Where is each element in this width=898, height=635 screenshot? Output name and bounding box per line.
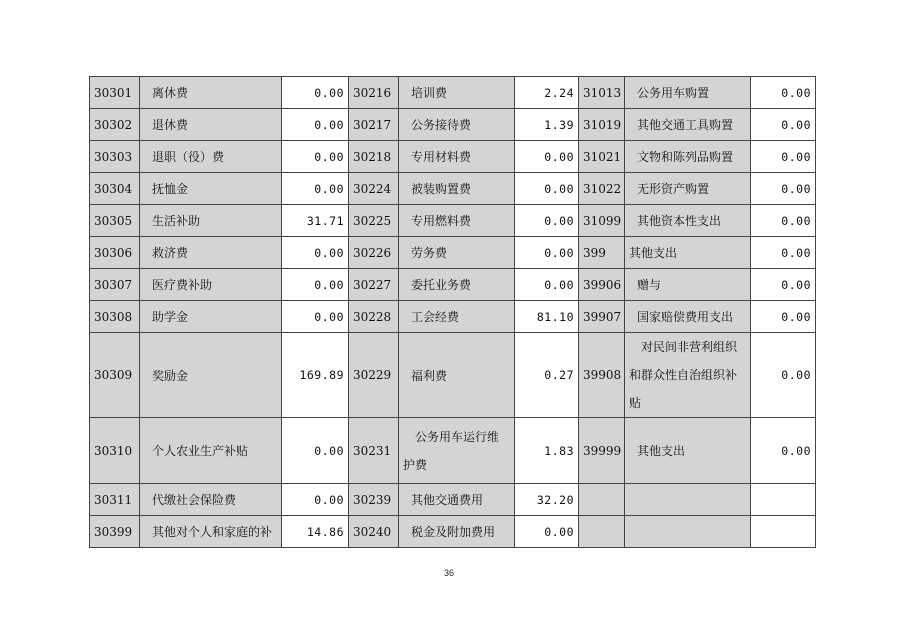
item-code: 30305 bbox=[90, 205, 140, 237]
item-code: 30306 bbox=[90, 237, 140, 269]
item-value: 0.00 bbox=[282, 237, 349, 269]
item-code: 30216 bbox=[349, 77, 399, 109]
item-code: 30228 bbox=[349, 301, 399, 333]
table-row bbox=[90, 173, 816, 205]
item-value: 0.00 bbox=[751, 269, 816, 301]
item-name: 奖励金 bbox=[140, 333, 282, 418]
item-name: 退休费 bbox=[140, 109, 282, 141]
item-name: 其他交通工具购置 bbox=[625, 109, 751, 141]
table-row bbox=[90, 77, 816, 109]
item-name: 离休费 bbox=[140, 77, 282, 109]
item-value: 0.00 bbox=[751, 418, 816, 484]
table-row bbox=[90, 516, 816, 548]
item-name: 赠与 bbox=[625, 269, 751, 301]
item-code: 31019 bbox=[579, 109, 625, 141]
item-value: 14.86 bbox=[282, 516, 349, 548]
item-code: 30224 bbox=[349, 173, 399, 205]
item-code: 30308 bbox=[90, 301, 140, 333]
item-value: 0.00 bbox=[751, 109, 816, 141]
item-value: 0.00 bbox=[282, 141, 349, 173]
item-value: 0.00 bbox=[282, 173, 349, 205]
item-code: 31021 bbox=[579, 141, 625, 173]
item-name: 个人农业生产补贴 bbox=[140, 418, 282, 484]
item-code: 30218 bbox=[349, 141, 399, 173]
item-code bbox=[579, 484, 625, 516]
item-name: 其他对个人和家庭的补 bbox=[140, 516, 282, 548]
item-value: 0.00 bbox=[515, 205, 579, 237]
table-row bbox=[90, 269, 816, 301]
item-value: 31.71 bbox=[282, 205, 349, 237]
item-code: 39908 bbox=[579, 333, 625, 418]
item-value: 81.10 bbox=[515, 301, 579, 333]
table-row bbox=[90, 418, 816, 484]
item-code: 30301 bbox=[90, 77, 140, 109]
item-code: 30227 bbox=[349, 269, 399, 301]
item-name: 公务用车购置 bbox=[625, 77, 751, 109]
item-name: 抚恤金 bbox=[140, 173, 282, 205]
item-name: 无形资产购置 bbox=[625, 173, 751, 205]
item-name: 助学金 bbox=[140, 301, 282, 333]
item-name: 被装购置费 bbox=[399, 173, 515, 205]
item-value: 0.00 bbox=[515, 141, 579, 173]
item-code: 30225 bbox=[349, 205, 399, 237]
item-code: 31013 bbox=[579, 77, 625, 109]
table-row bbox=[90, 301, 816, 333]
item-value bbox=[751, 516, 816, 548]
item-name: 国家赔偿费用支出 bbox=[625, 301, 751, 333]
item-value: 0.00 bbox=[751, 173, 816, 205]
table-row bbox=[90, 484, 816, 516]
item-value bbox=[751, 484, 816, 516]
item-name: 其他交通费用 bbox=[399, 484, 515, 516]
item-code: 30311 bbox=[90, 484, 140, 516]
item-value: 0.00 bbox=[282, 269, 349, 301]
item-value: 0.00 bbox=[282, 301, 349, 333]
item-value: 0.00 bbox=[751, 237, 816, 269]
table-row bbox=[90, 205, 816, 237]
item-name: 专用材料费 bbox=[399, 141, 515, 173]
item-value: 0.00 bbox=[515, 269, 579, 301]
item-name: 生活补助 bbox=[140, 205, 282, 237]
item-code: 39907 bbox=[579, 301, 625, 333]
table-row bbox=[90, 237, 816, 269]
item-name: 其他支出 bbox=[625, 237, 751, 269]
item-code bbox=[579, 516, 625, 548]
item-name: 其他支出 bbox=[625, 418, 751, 484]
item-name: 退职（役）费 bbox=[140, 141, 282, 173]
item-code: 30309 bbox=[90, 333, 140, 418]
item-value: 1.39 bbox=[515, 109, 579, 141]
item-value: 0.00 bbox=[751, 77, 816, 109]
item-code: 30304 bbox=[90, 173, 140, 205]
item-name bbox=[625, 484, 751, 516]
item-code: 30307 bbox=[90, 269, 140, 301]
item-name: 税金及附加费用 bbox=[399, 516, 515, 548]
item-name: 其他资本性支出 bbox=[625, 205, 751, 237]
item-code: 39906 bbox=[579, 269, 625, 301]
item-name bbox=[625, 516, 751, 548]
item-code: 30239 bbox=[349, 484, 399, 516]
item-name: 公务用车运行维护费 bbox=[399, 418, 515, 484]
item-name: 工会经费 bbox=[399, 301, 515, 333]
item-value: 0.00 bbox=[515, 173, 579, 205]
item-code: 30226 bbox=[349, 237, 399, 269]
item-name: 福利费 bbox=[399, 333, 515, 418]
table-row bbox=[90, 141, 816, 173]
item-name: 专用燃料费 bbox=[399, 205, 515, 237]
item-value: 0.00 bbox=[282, 77, 349, 109]
item-value: 0.00 bbox=[515, 516, 579, 548]
item-value: 0.00 bbox=[751, 333, 816, 418]
item-code: 30217 bbox=[349, 109, 399, 141]
item-name: 文物和陈列品购置 bbox=[625, 141, 751, 173]
item-name: 劳务费 bbox=[399, 237, 515, 269]
item-code: 39999 bbox=[579, 418, 625, 484]
item-code: 30310 bbox=[90, 418, 140, 484]
item-value: 0.00 bbox=[282, 484, 349, 516]
item-name: 委托业务费 bbox=[399, 269, 515, 301]
item-code: 31099 bbox=[579, 205, 625, 237]
item-value: 32.20 bbox=[515, 484, 579, 516]
item-code: 30229 bbox=[349, 333, 399, 418]
item-value: 0.27 bbox=[515, 333, 579, 418]
item-name: 公务接待费 bbox=[399, 109, 515, 141]
expenditure-table bbox=[89, 76, 816, 548]
item-code: 30303 bbox=[90, 141, 140, 173]
table-row bbox=[90, 333, 816, 418]
item-code: 30240 bbox=[349, 516, 399, 548]
item-value: 0.00 bbox=[751, 205, 816, 237]
item-value: 0.00 bbox=[751, 301, 816, 333]
item-code: 30231 bbox=[349, 418, 399, 484]
item-value: 169.89 bbox=[282, 333, 349, 418]
item-name: 对民间非营利组织和群众性自治组织补贴 bbox=[625, 333, 751, 418]
item-value: 0.00 bbox=[282, 418, 349, 484]
item-value: 0.00 bbox=[282, 109, 349, 141]
item-name: 代缴社会保险费 bbox=[140, 484, 282, 516]
item-name: 医疗费补助 bbox=[140, 269, 282, 301]
item-value: 1.83 bbox=[515, 418, 579, 484]
item-value: 0.00 bbox=[515, 237, 579, 269]
item-value: 2.24 bbox=[515, 77, 579, 109]
item-name: 救济费 bbox=[140, 237, 282, 269]
item-value: 0.00 bbox=[751, 141, 816, 173]
table-row bbox=[90, 109, 816, 141]
page-number: 36 bbox=[443, 568, 454, 578]
item-code: 31022 bbox=[579, 173, 625, 205]
item-name: 培训费 bbox=[399, 77, 515, 109]
item-code: 30399 bbox=[90, 516, 140, 548]
item-code: 399 bbox=[579, 237, 625, 269]
item-code: 30302 bbox=[90, 109, 140, 141]
